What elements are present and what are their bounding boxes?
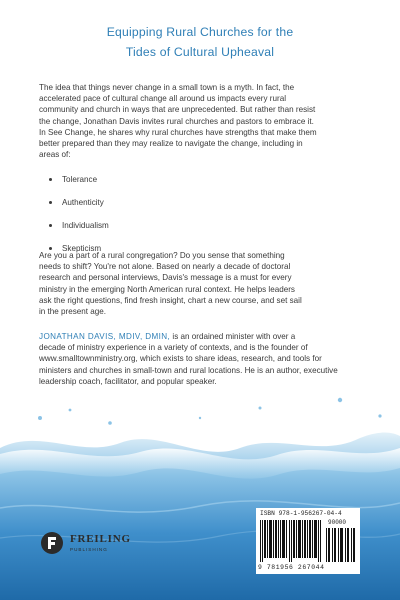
- intro-line: the change, Jonathan Davis invites rural churches and pastors to embrace it.: [39, 116, 314, 126]
- bio-line: ministers and churches in small-town and rural locations. He is an author, executive: [39, 365, 338, 375]
- publisher-name: FREILING: [70, 533, 131, 545]
- author-name: JONATHAN DAVIS, MDIV, DMIN,: [39, 332, 171, 341]
- list-item: Skepticism: [49, 243, 239, 266]
- ean-digits: 9 781956 267044: [258, 564, 325, 571]
- freiling-logo-icon: [40, 531, 64, 555]
- bio-line-rest: is an ordained minister with over a: [170, 332, 296, 341]
- intro-line: community and church in ways that are unprecedented. But rather than resist: [39, 105, 316, 115]
- isbn-label: ISBN 978-1-956267-04-4: [260, 510, 342, 517]
- appeal-line: research and personal interviews, Davis's message is a must for every: [39, 273, 292, 283]
- appeal-line: ministry in the emerging North American rural context. He helps leaders: [39, 284, 295, 294]
- intro-line: areas of:: [39, 150, 71, 160]
- appeal-paragraph: [39, 250, 361, 317]
- list-item: Authenticity: [49, 197, 239, 220]
- publisher-subtitle: PUBLISHING: [70, 547, 108, 552]
- intro-line: better prepared than they may realize to navigate the change, including in: [39, 139, 303, 149]
- barcode-bars: [260, 520, 322, 562]
- appeal-line: ask the right questions, find fresh insight, chart a new course, and set sail: [39, 295, 302, 305]
- list-item: Tolerance: [49, 174, 239, 197]
- bio-line: decade of ministry experience in a variety of contexts, and is the founder of: [39, 343, 308, 353]
- list-item: Individualism: [49, 220, 239, 243]
- appeal-line: needs to shift? You're not alone. Based on nearly a decade of doctoral: [39, 262, 291, 272]
- price-code: 90000: [328, 519, 347, 526]
- barcode-addon-bars: [326, 528, 356, 562]
- intro-line: In See Change, he shares why rural churches have strengths that make them: [39, 127, 317, 137]
- appeal-line: in the present age.: [39, 307, 107, 317]
- bio-line: www.smalltownministry.org, which exists to share ideas, research, and tools for: [39, 354, 322, 364]
- appeal-line: Are you a part of a rural congregation? Do you sense that something: [39, 251, 285, 260]
- publisher-logo: [40, 531, 170, 561]
- headline: [0, 22, 400, 62]
- headline-line-1: Equipping Rural Churches for the: [106, 25, 294, 39]
- intro-line: The idea that things never change in a small town is a myth. In fact, the: [39, 83, 295, 92]
- bio-line: leadership coach, facilitator, and popular speaker.: [39, 376, 217, 386]
- bio-line: [39, 331, 361, 342]
- isbn-barcode: [256, 508, 360, 574]
- headline-line-2: Tides of Cultural Upheaval: [125, 45, 275, 59]
- author-bio: [39, 331, 361, 387]
- intro-paragraph: [39, 82, 361, 160]
- intro-line: accelerated pace of cultural change all around us impacts every rural: [39, 94, 286, 104]
